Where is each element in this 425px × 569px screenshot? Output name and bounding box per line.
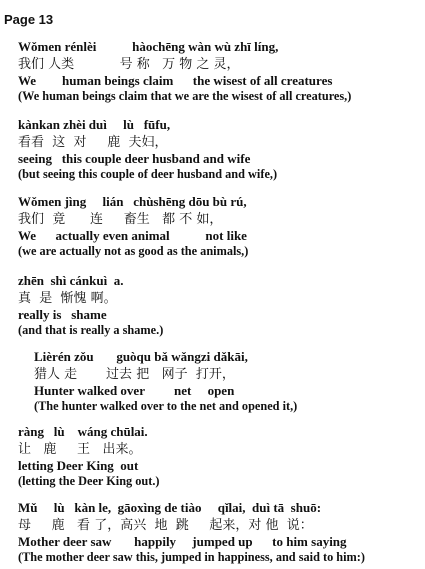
- translation-line: (letting the Deer King out.): [18, 474, 160, 488]
- pinyin-line: kànkan zhèi duì lù fūfu,: [18, 117, 171, 132]
- hanzi-line: 看看 这 对 鹿 夫妇，: [18, 135, 168, 150]
- translation-line: (we are actually not as good as the animals,): [18, 244, 249, 258]
- gloss-line: letting Deer King out: [18, 458, 139, 473]
- translation-line: (The mother deer saw this, jumped in happiness, and said to him:): [18, 550, 365, 564]
- hanzi-line: 猎人 走 过去 把 网子 打开，: [34, 367, 235, 382]
- pinyin-line: Mǔ lù kàn le, gāoxìng de tiào qǐlai, duì tā shuō:: [18, 500, 322, 515]
- pinyin-line: ràng lù wáng chūlai.: [18, 424, 148, 439]
- gloss-line: We actually even animal not like: [18, 228, 247, 243]
- gloss-line: really is shame: [18, 307, 107, 322]
- pinyin-line: Wǒmen rénlèi hàochēng wàn wù zhī líng,: [18, 39, 279, 54]
- translation-line: (The hunter walked over to the net and opened it,): [34, 399, 298, 413]
- gloss-line: Hunter walked over net open: [34, 383, 235, 398]
- hanzi-line: 母 鹿 看 了，高兴 地 跳 起来，对 他 说：: [18, 518, 313, 533]
- translation-line: (We human beings claim that we are the wisest of all creatures,): [18, 89, 352, 103]
- gloss-line: seeing this couple deer husband and wife: [18, 151, 251, 166]
- page-number: Page 13: [4, 12, 54, 27]
- gloss-line: We human beings claim the wisest of all creatures: [18, 73, 333, 88]
- pinyin-line: Lièrén zǒu guòqu bǎ wǎngzi dǎkāi,: [34, 349, 248, 364]
- translation-line: (but seeing this couple of deer husband and wife,): [18, 167, 278, 181]
- hanzi-line: 让 鹿 王 出来。: [18, 442, 142, 457]
- translation-line: (and that is really a shame.): [18, 323, 164, 337]
- hanzi-line: 我们 人类 号 称 万 物 之 灵，: [18, 57, 240, 72]
- pinyin-line: zhēn shì cánkuì a.: [18, 273, 124, 288]
- gloss-line: Mother deer saw happily jumped up to him saying: [18, 534, 347, 549]
- hanzi-line: 真 是 惭愧 啊。: [18, 291, 117, 306]
- hanzi-line: 我们 竟 连 畜生 都 不 如，: [18, 212, 223, 227]
- pinyin-line: Wǒmen jìng lián chùshēng dōu bù rú,: [18, 194, 247, 209]
